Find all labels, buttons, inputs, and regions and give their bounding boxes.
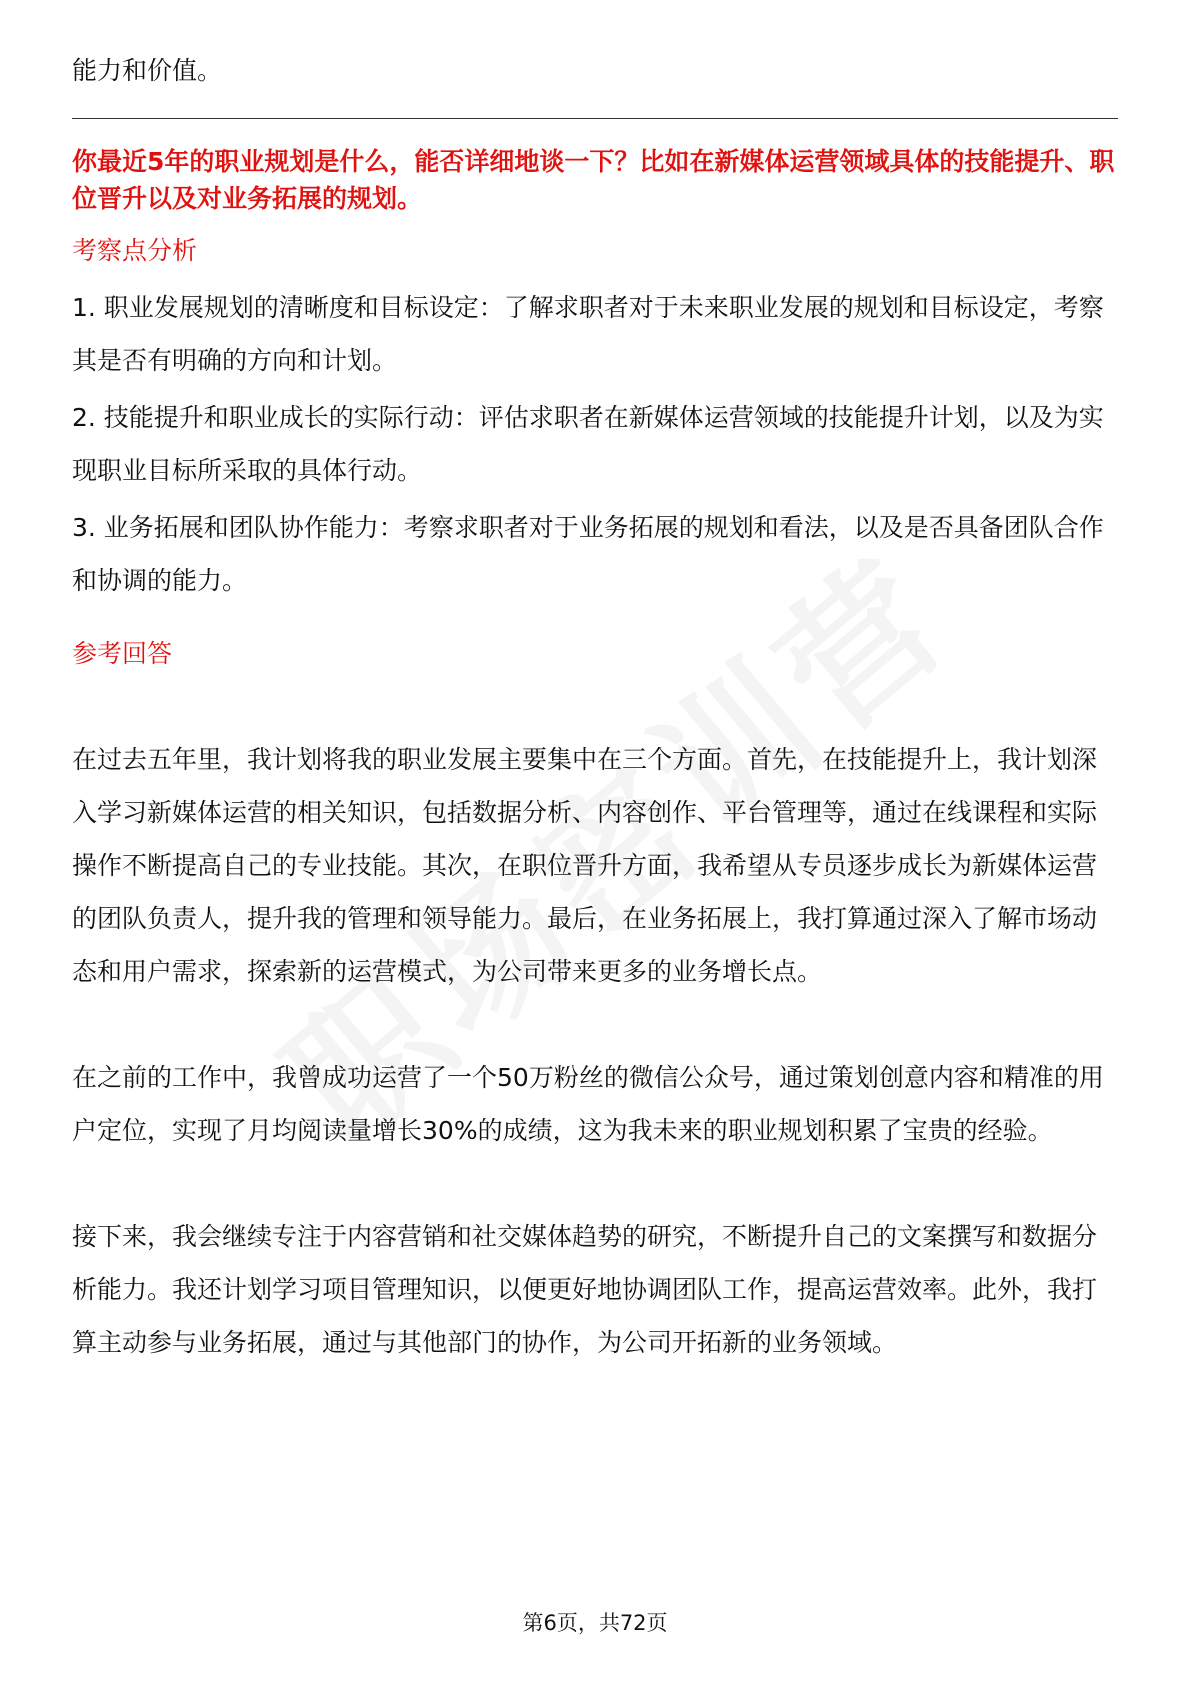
divider-line xyxy=(72,118,1118,119)
analysis-point-2: 2. 技能提升和职业成长的实际行动：评估求职者在新媒体运营领域的技能提升计划，以及为实现职业目标所采取的具体行动。 xyxy=(72,403,1104,485)
page-number: 第6页，共72页 xyxy=(522,1611,668,1635)
content-area xyxy=(72,50,1118,1369)
answer-section xyxy=(72,627,1118,1369)
answer-title: 参考回答 xyxy=(72,639,173,668)
analysis-point-3: 3. 业务拓展和团队协作能力：考察求职者对于业务拓展的规划和看法，以及是否具备团队合作和协调的能力。 xyxy=(72,513,1104,595)
answer-paragraph-1: 在过去五年里，我计划将我的职业发展主要集中在三个方面。首先，在技能提升上，我计划深入学习新媒体运营的相关知识，包括数据分析、内容创作、平台管理等，通过在线课程和实际操作不断提高自己的专业技能。其次，在职位晋升方面，我希望从专员逐步成长为新媒体运营的团队负责人，提升我的管理和领导能力。最后，在业务拓展上，我打算通过深入了解市场动态和用户需求，探索新的运营模式，为公司带来更多的业务增长点。 xyxy=(72,745,1098,986)
question-heading: 你最近5年的职业规划是什么，能否详细地谈一下？比如在新媒体运营领域具体的技能提升、职位晋升以及对业务拓展的规划。 xyxy=(72,147,1115,213)
analysis-point-1: 1. 职业发展规划的清晰度和目标设定：了解求职者对于未来职业发展的规划和目标设定，考察其是否有明确的方向和计划。 xyxy=(72,293,1104,375)
analysis-title: 考察点分析 xyxy=(72,236,198,265)
lead-text: 能力和价值。 xyxy=(72,56,223,85)
analysis-section xyxy=(72,231,1118,607)
answer-paragraph-3: 接下来，我会继续专注于内容营销和社交媒体趋势的研究，不断提升自己的文案撰写和数据分析能力。我还计划学习项目管理知识，以便更好地协调团队工作，提高运营效率。此外，我打算主动参与业务拓展，通过与其他部门的协作，为公司开拓新的业务领域。 xyxy=(72,1222,1098,1357)
answer-paragraph-2: 在之前的工作中，我曾成功运营了一个50万粉丝的微信公众号，通过策划创意内容和精准的用户定位，实现了月均阅读量增长30%的成绩，这为我未来的职业规划积累了宝贵的经验。 xyxy=(72,1063,1104,1145)
